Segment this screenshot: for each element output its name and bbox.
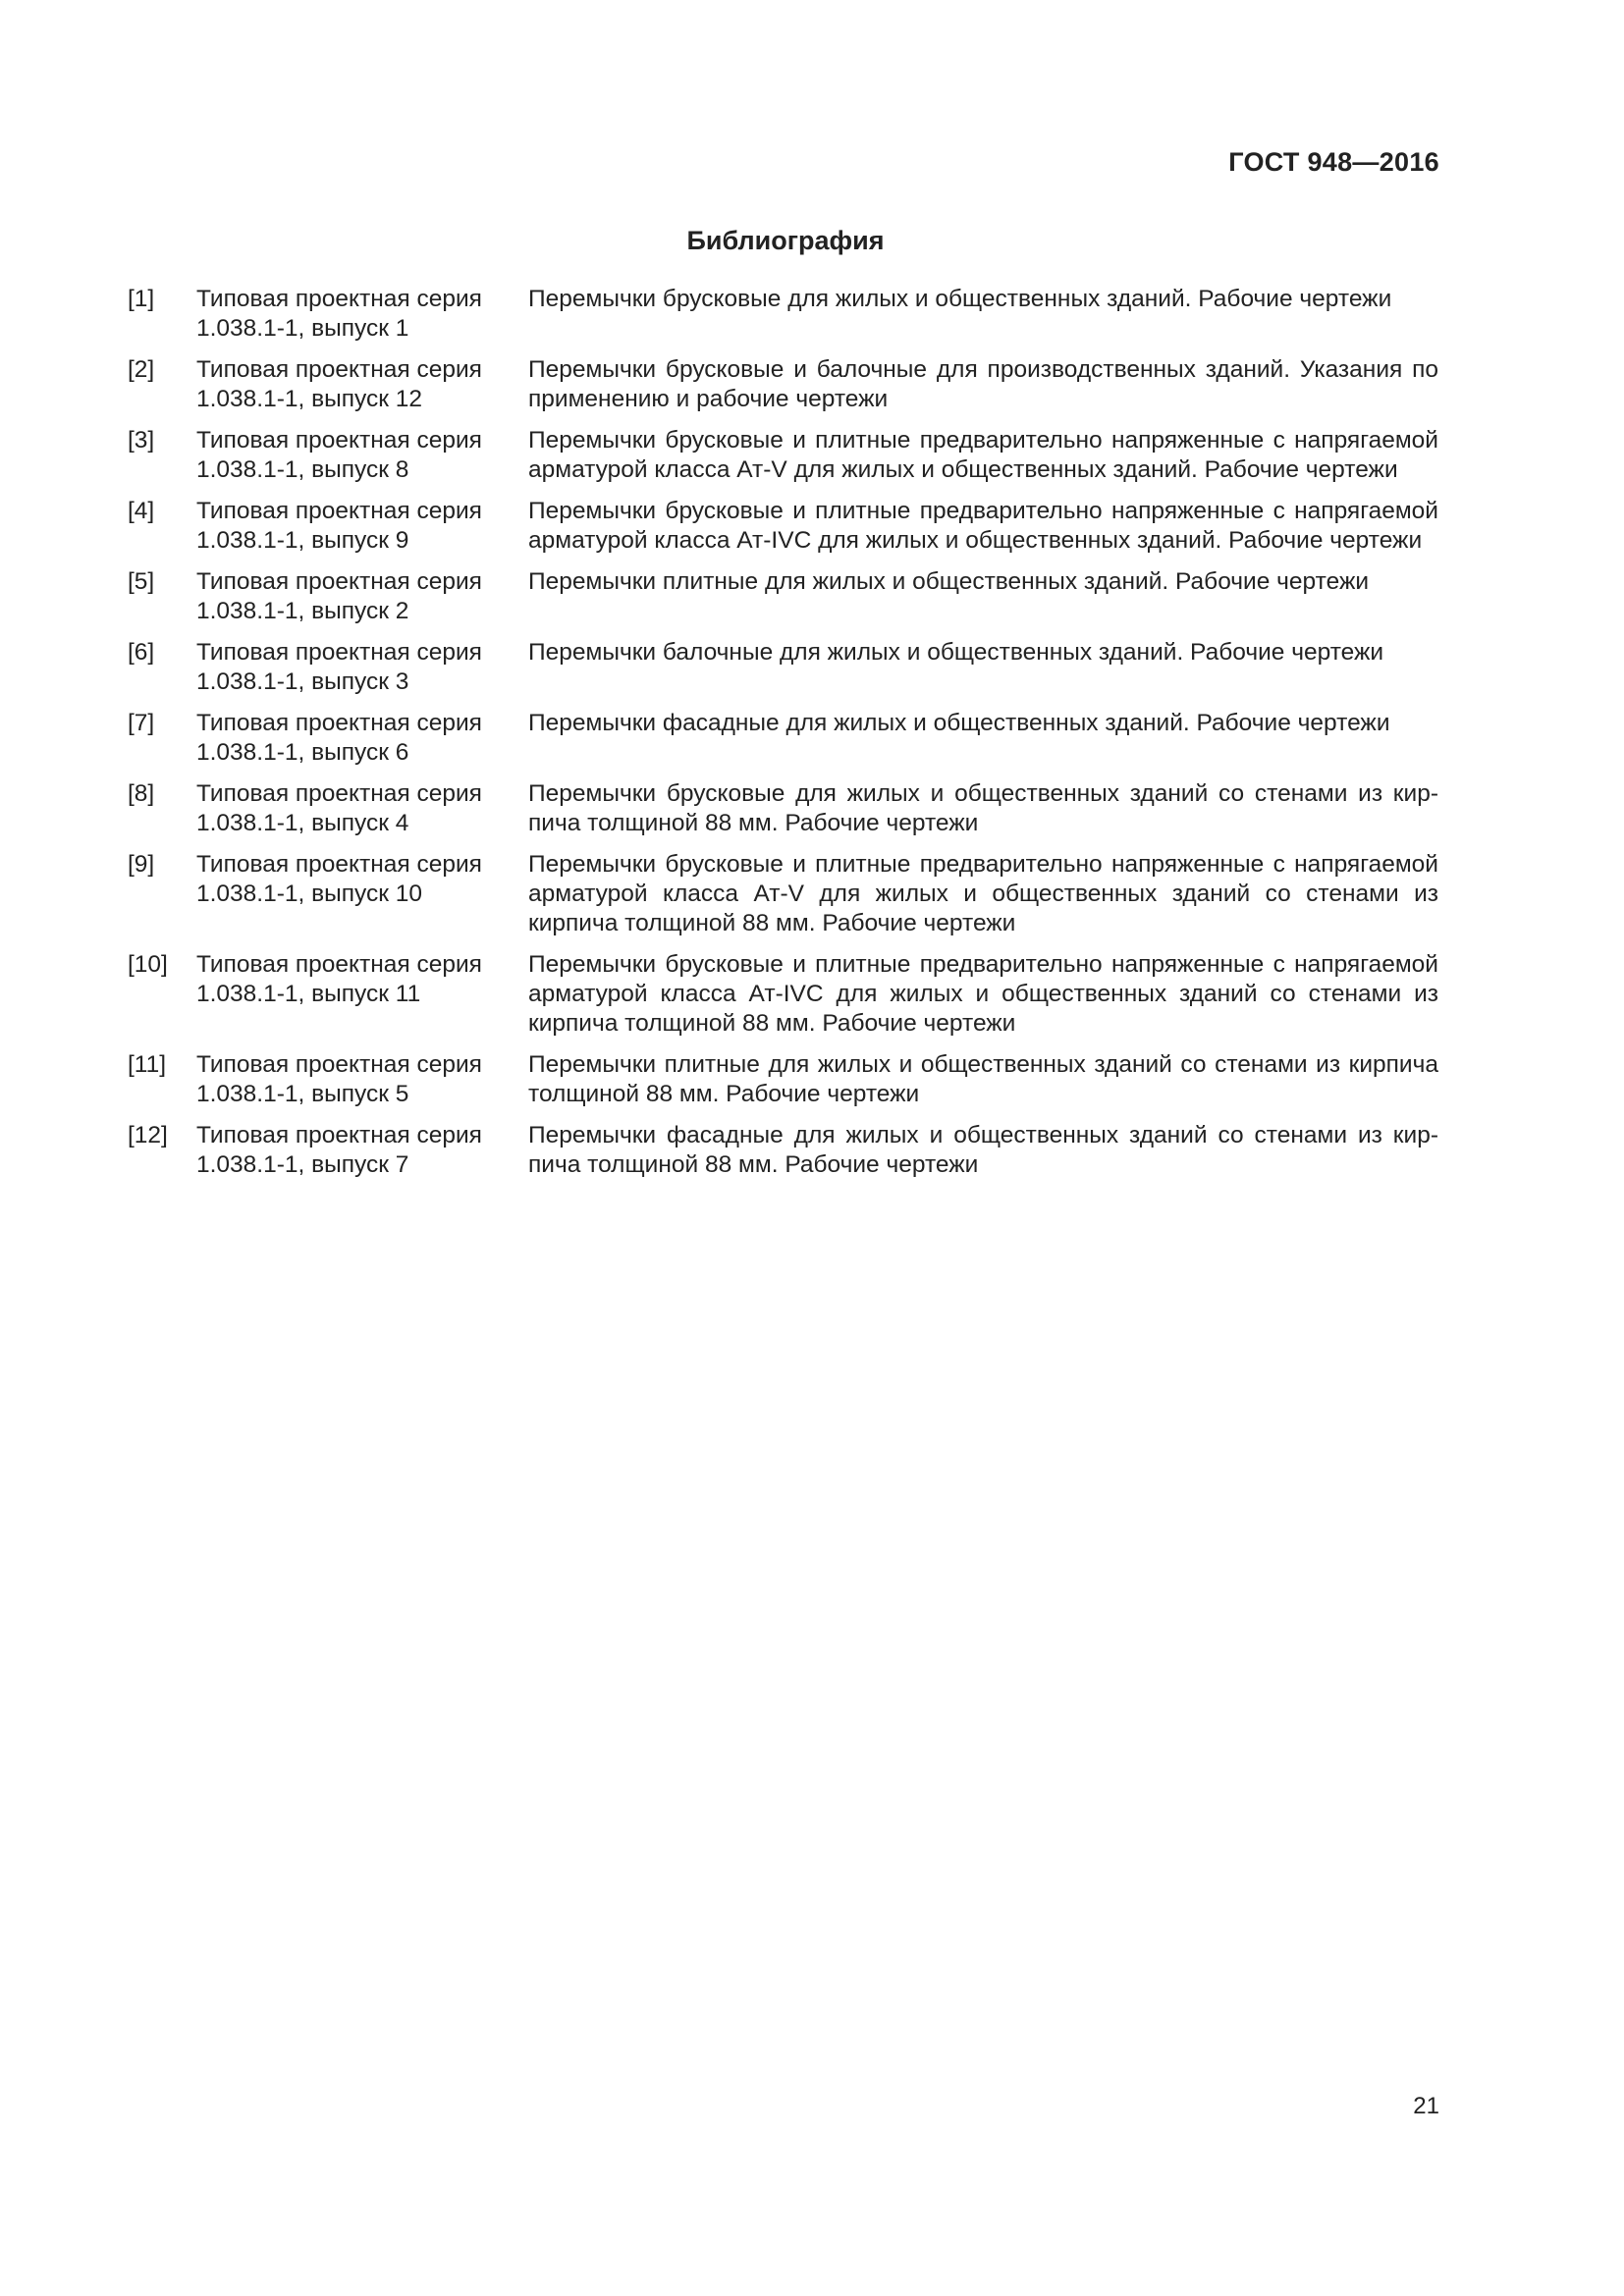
bibliography-entry [128,285,1438,344]
entry-number: [3] [128,427,155,454]
entry-title: Перемычки брусковые и плитные предварительно напряженные с напрягаемой арматурой класса Ат-IVC для жилых и общественных зданий со стенами из кирпича толщиной 88 мм. Рабочие чертежи [528,951,1438,1037]
entry-number: [4] [128,498,155,524]
series-name: Типовая проектная серия [196,286,482,312]
entry-number: [7] [128,710,155,736]
series-name: Типовая проектная серия [196,498,482,524]
entry-title: Перемычки брусковые и плитные предварительно напряженные с напрягаемой арматурой класса Ат-IVC для жилых и общественных зданий. Рабочие чертежи [528,498,1438,554]
series-name: Типовая проектная серия [196,356,482,383]
page-number: 21 [1413,2093,1439,2119]
bibliography-entry [128,850,1438,938]
bibliography-entry [128,950,1438,1039]
series-name: Типовая проектная серия [196,568,482,595]
series-issue: 1.038.1-1, выпуск 12 [196,386,423,412]
series-issue: 1.038.1-1, выпуск 5 [196,1081,409,1107]
bibliography-entry [128,355,1438,414]
entry-title: Перемычки балочные для жилых и общественных зданий. Рабочие чертежи [528,639,1384,666]
entry-title: Перемычки брусковые для жилых и общественных зданий со стенами из кирпича толщиной 88 мм. Рабочие чертежи [528,780,1438,836]
entry-series [196,426,528,485]
entry-title: Перемычки плитные для жилых и общественных зданий. Рабочие чертежи [528,568,1370,595]
entry-series [196,497,528,556]
series-name: Типовая проектная серия [196,639,482,666]
series-name: Типовая проектная серия [196,780,482,807]
entry-series [196,1050,528,1109]
series-issue: 1.038.1-1, выпуск 4 [196,810,409,836]
entry-series [196,779,528,838]
entry-series [196,285,528,344]
entry-title: Перемычки плитные для жилых и общественных зданий со стенами из кирпича толщиной 88 мм. Рабочие чертежи [528,1051,1438,1107]
series-issue: 1.038.1-1, выпуск 1 [196,315,409,342]
entry-number: [2] [128,356,155,383]
entry-number: [11] [128,1051,167,1078]
entry-title: Перемычки брусковые для жилых и общественных зданий. Рабочие чертежи [528,286,1392,312]
series-issue: 1.038.1-1, выпуск 11 [196,981,421,1007]
entry-series [196,950,528,1009]
series-issue: 1.038.1-1, выпуск 7 [196,1151,409,1178]
entry-series [196,355,528,414]
bibliography-entry [128,567,1438,626]
bibliography-entry [128,497,1438,556]
series-issue: 1.038.1-1, выпуск 6 [196,739,409,766]
series-issue: 1.038.1-1, выпуск 2 [196,598,409,624]
series-name: Типовая проектная серия [196,1122,482,1148]
bibliography-entry [128,779,1438,838]
series-name: Типовая проектная серия [196,710,482,736]
entry-title: Перемычки фасадные для жилых и общественных зданий. Рабочие чертежи [528,710,1390,736]
entry-series [196,567,528,626]
series-name: Типовая проектная серия [196,427,482,454]
entry-number: [5] [128,568,155,595]
entry-series [196,850,528,909]
series-name: Типовая проектная серия [196,1051,482,1078]
bibliography-title: Библиография [686,226,885,255]
entry-number: [1] [128,286,155,312]
bibliography-entry [128,1050,1438,1109]
entry-series [196,709,528,768]
entry-number: [10] [128,951,168,978]
bibliography-entry [128,1121,1438,1180]
entry-number: [8] [128,780,155,807]
entry-title: Перемычки брусковые и плитные предварительно напряженные с напрягаемой арматурой класса Ат-V для жилых и общественных зданий со стенами из кирпича толщиной 88 мм. Рабочие чертежи [528,851,1438,936]
entry-series [196,638,528,697]
series-issue: 1.038.1-1, выпуск 8 [196,456,409,483]
series-issue: 1.038.1-1, выпуск 3 [196,668,409,695]
entry-number: [9] [128,851,155,878]
series-name: Типовая проектная серия [196,951,482,978]
standard-code-header: ГОСТ 948—2016 [1228,147,1439,177]
bibliography-list [128,285,1438,1192]
entry-series [196,1121,528,1180]
entry-title: Перемычки брусковые и плитные предварительно напряженные с напрягаемой арматурой класса Ат-V для жилых и общественных зданий. Рабочие чертежи [528,427,1438,483]
series-issue: 1.038.1-1, выпуск 9 [196,527,409,554]
entry-number: [6] [128,639,155,666]
bibliography-entry [128,426,1438,485]
series-name: Типовая проектная серия [196,851,482,878]
entry-number: [12] [128,1122,168,1148]
series-issue: 1.038.1-1, выпуск 10 [196,881,423,907]
bibliography-entry [128,709,1438,768]
bibliography-entry [128,638,1438,697]
entry-title: Перемычки брусковые и балочные для производственных зданий. Указания по применению и рабочие чертежи [528,356,1438,412]
entry-title: Перемычки фасадные для жилых и общественных зданий со стенами из кирпича толщиной 88 мм. Рабочие чертежи [528,1122,1438,1178]
